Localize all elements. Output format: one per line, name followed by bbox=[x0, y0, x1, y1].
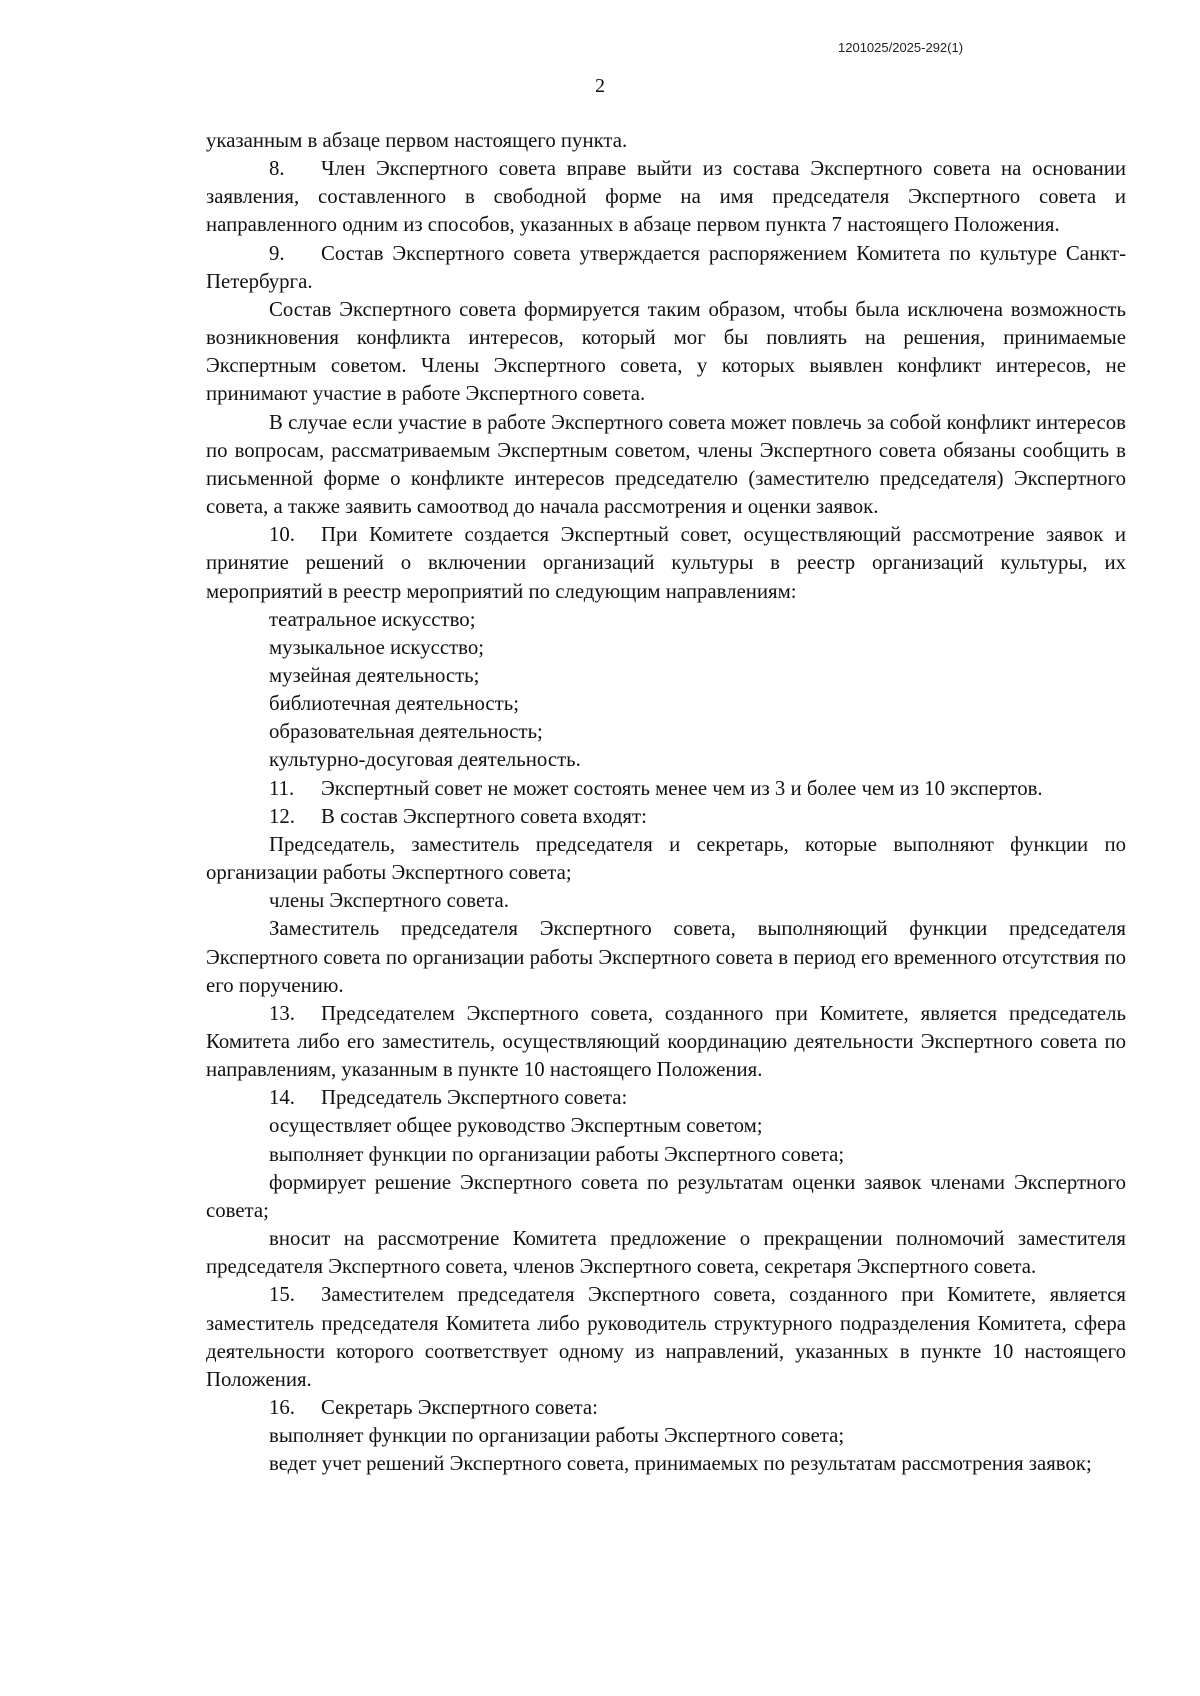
paragraph-text: Председатель, заместитель председателя и секретарь, которые выполняют функции по организации работы Экспертного совета; bbox=[206, 832, 1126, 885]
paragraph bbox=[206, 662, 1126, 690]
paragraph bbox=[206, 1225, 1126, 1281]
paragraph-number: 16. bbox=[269, 1396, 295, 1420]
paragraph bbox=[206, 746, 1126, 774]
paragraph-text: формирует решение Экспертного совета по результатам оценки заявок членами Экспертного совета; bbox=[206, 1170, 1126, 1222]
paragraph bbox=[206, 803, 1126, 831]
paragraph-number: 10. bbox=[269, 523, 295, 547]
paragraph-number: 9. bbox=[269, 241, 285, 265]
paragraph-text: Экспертный совет не может состоять менее чем из 3 и более чем из 10 экспертов. bbox=[321, 776, 1043, 800]
paragraph-text: В случае если участие в работе Экспертного совета может повлечь за собой конфликт интересов по вопросам, рассматриваемым Экспертным советом, члены Экспертного совета обязаны сообщить в письменной форме о конфликте интересов председателю (заместителю председателя) Экспертного совета, а также заявить самоотвод до начала рассмотрения и оценки заявок. bbox=[206, 410, 1126, 519]
paragraph bbox=[206, 634, 1126, 662]
paragraph bbox=[206, 240, 1126, 296]
paragraph-number: 12. bbox=[269, 804, 295, 828]
paragraph bbox=[206, 1450, 1126, 1478]
page-number: 2 bbox=[595, 75, 605, 97]
paragraph-text: Член Экспертного совета вправе выйти из состава Экспертного совета на основании заявления, составленного в свободной форме на имя председателя Экспертного совета и направленного одним из способов, указанных в абзаце первом пункта 7 настоящего Положения. bbox=[206, 157, 1126, 237]
paragraph bbox=[206, 1112, 1126, 1140]
paragraph bbox=[206, 521, 1126, 605]
paragraph bbox=[206, 409, 1126, 522]
paragraph bbox=[206, 690, 1126, 718]
paragraph-text: члены Экспертного совета. bbox=[269, 889, 509, 913]
paragraph-text: В состав Экспертного совета входят: bbox=[321, 804, 647, 828]
paragraph-text: Заместитель председателя Экспертного совета, выполняющий функции председателя Экспертного совета по организации работы Экспертного совета в период его временного отсутствия по его поручению. bbox=[206, 917, 1126, 997]
paragraph-text: музыкальное искусство; bbox=[269, 635, 484, 659]
paragraph-text: музейная деятельность; bbox=[269, 663, 480, 687]
paragraph-text: театральное искусство; bbox=[269, 607, 476, 631]
paragraph-text: выполняет функции по организации работы Экспертного совета; bbox=[269, 1424, 845, 1448]
paragraph-number: 8. bbox=[269, 157, 285, 181]
paragraph-number: 13. bbox=[269, 1001, 295, 1025]
paragraph-text: Председателем Экспертного совета, созданного при Комитете, является председатель Комитета либо его заместитель, осуществляющий координацию деятельности Экспертного совета по направлениям, указанным в пункте 10 настоящего Положения. bbox=[206, 1001, 1126, 1082]
paragraph bbox=[206, 1394, 1126, 1422]
document-id: 1201025/2025-292(1) bbox=[838, 40, 964, 55]
paragraph-text: Секретарь Экспертного совета: bbox=[321, 1396, 598, 1420]
paragraph-text: вносит на рассмотрение Комитета предложение о прекращении полномочий заместителя председателя Экспертного совета, членов Экспертного совета, секретаря Экспертного совета. bbox=[206, 1227, 1126, 1279]
paragraph-text: осуществляет общее руководство Экспертным советом; bbox=[269, 1114, 763, 1138]
paragraph-number: 11. bbox=[269, 776, 295, 800]
paragraph-text: образовательная деятельность; bbox=[269, 720, 543, 744]
paragraph bbox=[206, 127, 1126, 155]
paragraph bbox=[206, 831, 1126, 887]
paragraph bbox=[206, 155, 1126, 239]
paragraph bbox=[206, 718, 1126, 746]
paragraph-text: Председатель Экспертного совета: bbox=[321, 1086, 628, 1110]
paragraph bbox=[206, 1000, 1126, 1084]
paragraph-text: указанным в абзаце первом настоящего пункта. bbox=[206, 129, 628, 152]
paragraph-text: Заместителем председателя Экспертного совета, созданного при Комитете, является заместитель председателя Комитета либо руководитель структурного подразделения Комитета, сфера деятельности которого соответствует одному из направлений, указанных в пункте 10 настоящего Положения. bbox=[206, 1283, 1126, 1391]
paragraph-number: 15. bbox=[269, 1283, 295, 1307]
paragraph bbox=[206, 1281, 1126, 1394]
paragraph bbox=[206, 606, 1126, 634]
paragraph-text: При Комитете создается Экспертный совет, осуществляющий рассмотрение заявок и принятие решений о включении организаций культуры в реестр организаций культуры, их мероприятий в реестр мероприятий по следующим направлениям: bbox=[206, 523, 1126, 603]
paragraph bbox=[206, 887, 1126, 915]
paragraph-text: культурно-досуговая деятельность. bbox=[269, 748, 581, 772]
paragraph bbox=[206, 1422, 1126, 1450]
paragraph bbox=[206, 1084, 1126, 1112]
paragraph-text: выполняет функции по организации работы Экспертного совета; bbox=[269, 1142, 845, 1166]
paragraph bbox=[206, 1141, 1126, 1169]
paragraph-number: 14. bbox=[269, 1086, 295, 1110]
paragraph-text: ведет учет решений Экспертного совета, принимаемых по результатам рассмотрения заявок; bbox=[269, 1452, 1092, 1476]
document-body bbox=[206, 127, 1126, 1479]
paragraph-text: библиотечная деятельность; bbox=[269, 692, 519, 716]
paragraph bbox=[206, 775, 1126, 803]
paragraph-text: Состав Экспертного совета утверждается распоряжением Комитета по культуре Санкт-Петербурга. bbox=[206, 241, 1126, 293]
paragraph bbox=[206, 1169, 1126, 1225]
paragraph bbox=[206, 915, 1126, 999]
paragraph-text: Состав Экспертного совета формируется таким образом, чтобы была исключена возможность возникновения конфликта интересов, который мог бы повлиять на решения, принимаемые Экспертным советом. Члены Экспертного совета, у которых выявлен конфликт интересов, не принимают участие в работе Экспертного совета. bbox=[206, 297, 1126, 406]
paragraph bbox=[206, 296, 1126, 409]
